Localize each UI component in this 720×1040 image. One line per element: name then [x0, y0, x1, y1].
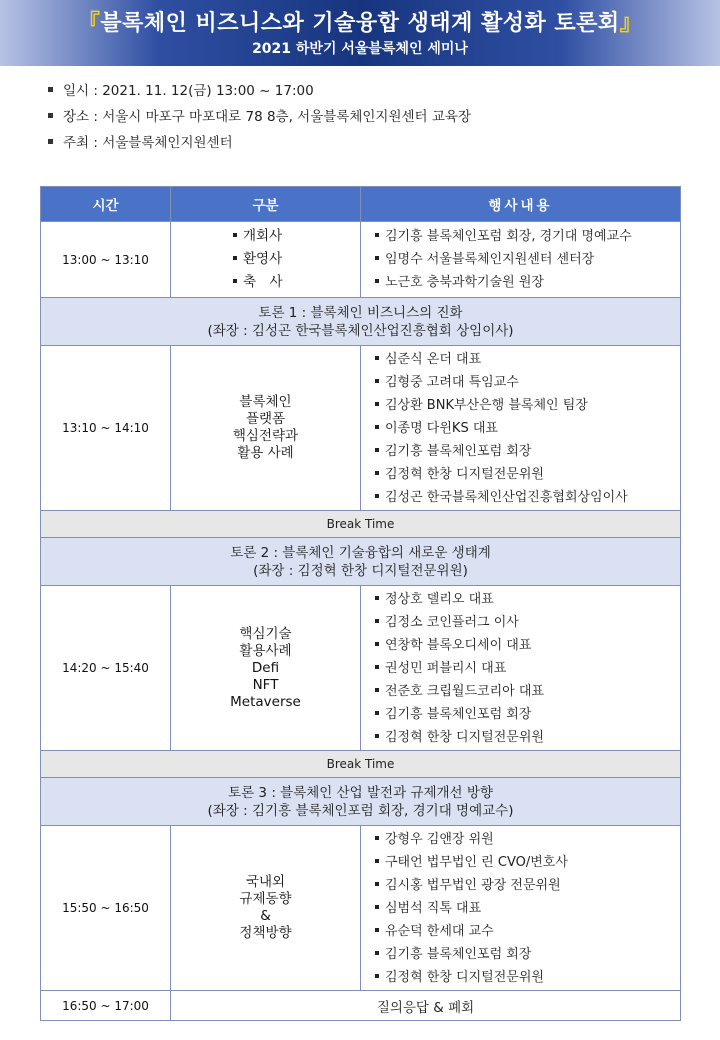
session-1-title: 토론 1 : 블록체인 비즈니스의 진화 (좌장 : 김성곤 한국블록체인산업진흥협회 상임이사)	[41, 298, 681, 346]
list-item: 김기흥 블록체인포럼 회장	[375, 703, 680, 726]
close-bracket: 』	[619, 11, 643, 36]
bullet-icon	[48, 139, 53, 144]
list-item: 김정혁 한창 디지털전문위원	[375, 966, 680, 989]
session-1-category: 블록체인 플랫폼 핵심전략과 활용 사례	[171, 346, 361, 511]
bullet-icon	[48, 87, 53, 92]
list-item: 권성민 퍼블리시 대표	[375, 657, 680, 680]
break-time-2: Break Time	[41, 751, 681, 778]
open-bracket: 『	[77, 11, 101, 36]
closing-row	[41, 991, 681, 1021]
list-item: 연창학 블록오디세이 대표	[375, 634, 680, 657]
break-time-1: Break Time	[41, 511, 681, 538]
list-item: 임명수 서울블록체인지원센터 센터장	[375, 248, 680, 271]
session-2-category: 핵심기술 활용사례 Defi NFT Metaverse	[171, 586, 361, 751]
session-3-row	[41, 826, 681, 991]
list-item: 김정혁 한창 디지털전문위원	[375, 726, 680, 749]
session-2-title: 토론 2 : 블록체인 기술융합의 새로운 생태계 (좌장 : 김정혁 한창 디지털전문위원)	[41, 538, 681, 586]
opening-row	[41, 222, 681, 298]
event-subtitle: 2021 하반기 서울블록체인 세미나	[252, 41, 468, 57]
header-time: 시간	[41, 187, 171, 222]
list-item: 김정소 코인플러그 이사	[375, 611, 680, 634]
list-item: 김형중 고려대 특임교수	[375, 371, 680, 394]
list-item: 김상환 BNK부산은행 블록체인 팀장	[375, 394, 680, 417]
session-2-title-row	[41, 538, 681, 586]
list-item: 전준호 크립월드코리아 대표	[375, 680, 680, 703]
list-item: 정상호 델리오 대표	[375, 588, 680, 611]
event-info	[46, 80, 471, 158]
list-item: 유순덕 한세대 교수	[375, 920, 680, 943]
closing-content: 질의응답 & 폐회	[171, 991, 681, 1021]
session-1-time: 13:10 ~ 14:10	[41, 346, 171, 511]
session-1-row	[41, 346, 681, 511]
list-item: 심범석 직톡 대표	[375, 897, 680, 920]
session-1-content	[361, 346, 681, 511]
info-date: 일시 : 2021. 11. 12(금) 13:00 ~ 17:00	[46, 80, 471, 106]
session-3-title: 토론 3 : 블록체인 산업 발전과 규제개선 방향 (좌장 : 김기흥 블록체인포럼 회장, 경기대 명예교수)	[41, 778, 681, 826]
info-venue: 장소 : 서울시 마포구 마포대로 78 8층, 서울블록체인지원센터 교육장	[46, 106, 471, 132]
list-item: 노근호 충북과학기술원 원장	[375, 271, 680, 294]
list-item: 김기흥 블록체인포럼 회장	[375, 440, 680, 463]
closing-time: 16:50 ~ 17:00	[41, 991, 171, 1021]
header-content: 행사내용	[361, 187, 681, 222]
header-category: 구분	[171, 187, 361, 222]
list-item: 구태언 법무법인 린 CVO/변호사	[375, 851, 680, 874]
session-2-time: 14:20 ~ 15:40	[41, 586, 171, 751]
schedule-table	[40, 186, 681, 1021]
list-item: 김기흥 블록체인포럼 회장	[375, 943, 680, 966]
list-item: 김시홍 법무법인 광장 전문위원	[375, 874, 680, 897]
list-item: 김정혁 한창 디지털전문위원	[375, 463, 680, 486]
event-title-text: 블록체인 비즈니스와 기술융합 생태계 활성화 토론회	[100, 11, 620, 36]
bullet-icon	[48, 113, 53, 118]
session-2-row	[41, 586, 681, 751]
event-title	[0, 6, 720, 37]
list-item: 김성곤 한국블록체인산업진흥협회상임이사	[375, 486, 680, 509]
table-header-row	[41, 187, 681, 222]
session-3-title-row	[41, 778, 681, 826]
session-1-title-row	[41, 298, 681, 346]
session-3-category: 국내외 규제동향 & 정책방향	[171, 826, 361, 991]
opening-time: 13:00 ~ 13:10	[41, 222, 171, 298]
list-item: 강형우 김앤장 위원	[375, 828, 680, 851]
session-3-time: 15:50 ~ 16:50	[41, 826, 171, 991]
list-item: 김기흥 블록체인포럼 회장, 경기대 명예교수	[375, 225, 680, 248]
list-item: 이종명 다윈KS 대표	[375, 417, 680, 440]
title-banner	[0, 0, 720, 66]
opening-category: 개회사 환영사 축 사	[171, 222, 361, 298]
list-item: 심준식 온더 대표	[375, 348, 680, 371]
opening-content	[361, 222, 681, 298]
break-row-2	[41, 751, 681, 778]
break-row-1	[41, 511, 681, 538]
session-3-content	[361, 826, 681, 991]
session-2-content	[361, 586, 681, 751]
info-host: 주최 : 서울블록체인지원센터	[46, 132, 471, 158]
